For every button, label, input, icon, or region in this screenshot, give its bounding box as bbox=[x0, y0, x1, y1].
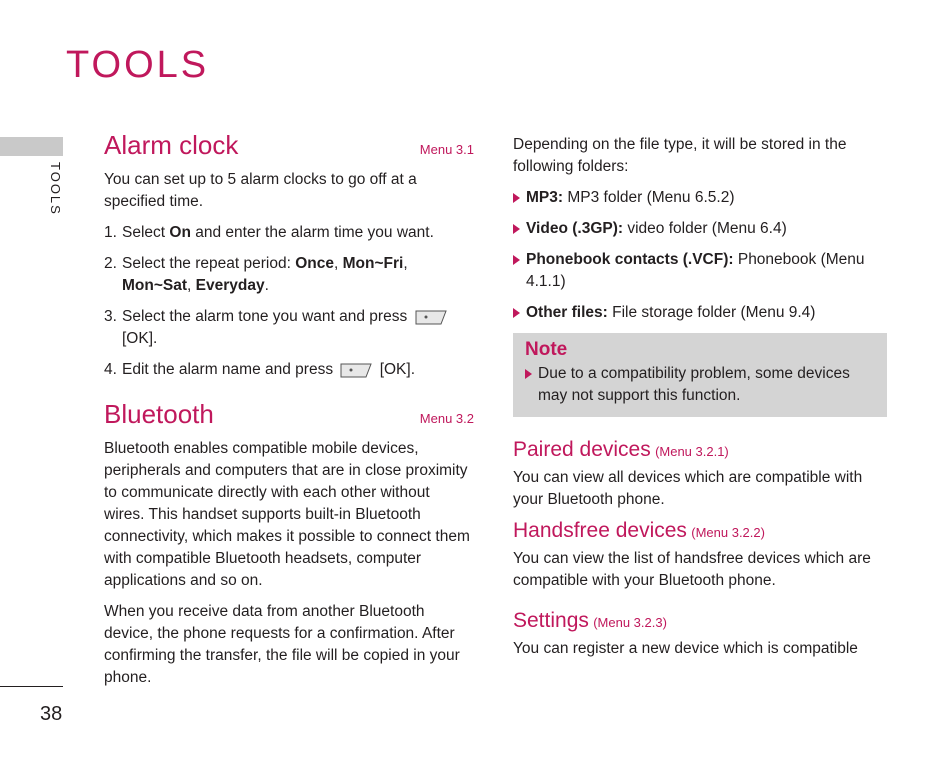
bullet-arrow-icon bbox=[513, 308, 520, 318]
alarm-step-3 bbox=[104, 306, 474, 350]
storage-item-video bbox=[513, 218, 888, 240]
step-text: Select the repeat period: Once, Mon~Fri, Mon~Sat, Everyday. bbox=[122, 255, 408, 294]
bluetooth-title: Bluetooth bbox=[104, 399, 214, 429]
step-text: Select On and enter the alarm time you want. bbox=[122, 224, 434, 241]
settings-menu-ref: (Menu 3.2.3) bbox=[593, 615, 667, 630]
step-number: 2. bbox=[104, 255, 117, 272]
step-text: Select the alarm tone you want and press [OK]. bbox=[122, 306, 474, 350]
alarm-step-4 bbox=[104, 359, 474, 381]
left-soft-key-icon bbox=[339, 361, 373, 379]
alarm-intro: You can set up to 5 alarm clocks to go off at a specified time. bbox=[104, 171, 417, 210]
step-number: 4. bbox=[104, 361, 117, 378]
bullet-arrow-icon bbox=[513, 255, 520, 265]
paired-devices-menu-ref: (Menu 3.2.1) bbox=[655, 444, 729, 459]
handsfree-devices-title: Handsfree devices bbox=[513, 519, 687, 542]
page-title: TOOLS bbox=[66, 44, 210, 86]
note-box bbox=[513, 333, 887, 417]
step-number: 3. bbox=[104, 308, 117, 325]
alarm-step-1 bbox=[104, 222, 474, 244]
bluetooth-heading bbox=[104, 399, 474, 430]
settings-text: You can register a new device which is compatible bbox=[513, 640, 858, 657]
storage-item-text: Video (.3GP): video folder (Menu 6.4) bbox=[526, 220, 787, 237]
handsfree-devices-text: You can view the list of handsfree devices which are compatible with your Bluetooth phone. bbox=[513, 550, 871, 589]
storage-intro: Depending on the file type, it will be stored in the following folders: bbox=[513, 136, 847, 175]
step-text: Edit the alarm name and press [OK]. bbox=[122, 361, 416, 378]
page-number: 38 bbox=[40, 703, 63, 725]
side-tab-label: TOOLS bbox=[48, 162, 63, 216]
paired-devices-text: You can view all devices which are compatible with your Bluetooth phone. bbox=[513, 469, 863, 508]
paired-devices-heading bbox=[513, 439, 888, 463]
bullet-arrow-icon bbox=[525, 369, 532, 379]
handsfree-devices-heading bbox=[513, 520, 888, 544]
bluetooth-paragraph-2: When you receive data from another Bluetooth device, the phone requests for a confirmation. After confirming the transfer, the file will be copied in your phone. bbox=[104, 603, 460, 686]
note-text: Due to a compatibility problem, some devices may not support this function. bbox=[538, 365, 850, 404]
storage-item-phonebook bbox=[513, 249, 888, 293]
bullet-arrow-icon bbox=[513, 224, 520, 234]
storage-item-text: MP3: MP3 folder (Menu 6.5.2) bbox=[526, 189, 735, 206]
note-title: Note bbox=[525, 339, 568, 360]
storage-item-text: Phonebook contacts (.VCF): Phonebook (Menu 4.1.1) bbox=[526, 251, 865, 290]
bullet-arrow-icon bbox=[513, 193, 520, 203]
left-soft-key-icon bbox=[414, 308, 448, 326]
bluetooth-paragraph-1: Bluetooth enables compatible mobile devices, peripherals and computers that are in close proximity to communicate directly with each other without wires. This handset supports built-in Bluetooth connectivity, which makes it possible to connect them with compatible Bluetooth headsets, computer applications and so on. bbox=[104, 440, 470, 589]
step-number: 1. bbox=[104, 224, 117, 241]
note-item bbox=[525, 363, 875, 407]
handsfree-devices-menu-ref: (Menu 3.2.2) bbox=[691, 525, 765, 540]
settings-title: Settings bbox=[513, 609, 589, 632]
alarm-clock-menu-ref: Menu 3.1 bbox=[419, 142, 474, 157]
paired-devices-title: Paired devices bbox=[513, 438, 651, 461]
side-tab-bar bbox=[0, 137, 63, 156]
bluetooth-menu-ref: Menu 3.2 bbox=[419, 411, 474, 426]
settings-heading bbox=[513, 610, 888, 634]
storage-item-other bbox=[513, 302, 888, 324]
right-column bbox=[513, 134, 888, 669]
alarm-clock-heading bbox=[104, 130, 474, 161]
alarm-step-2 bbox=[104, 253, 474, 297]
storage-item-mp3 bbox=[513, 187, 888, 209]
footer-rule bbox=[0, 686, 63, 687]
left-column bbox=[104, 130, 474, 698]
storage-item-text: Other files: File storage folder (Menu 9.4) bbox=[526, 304, 816, 321]
alarm-clock-title: Alarm clock bbox=[104, 130, 239, 160]
